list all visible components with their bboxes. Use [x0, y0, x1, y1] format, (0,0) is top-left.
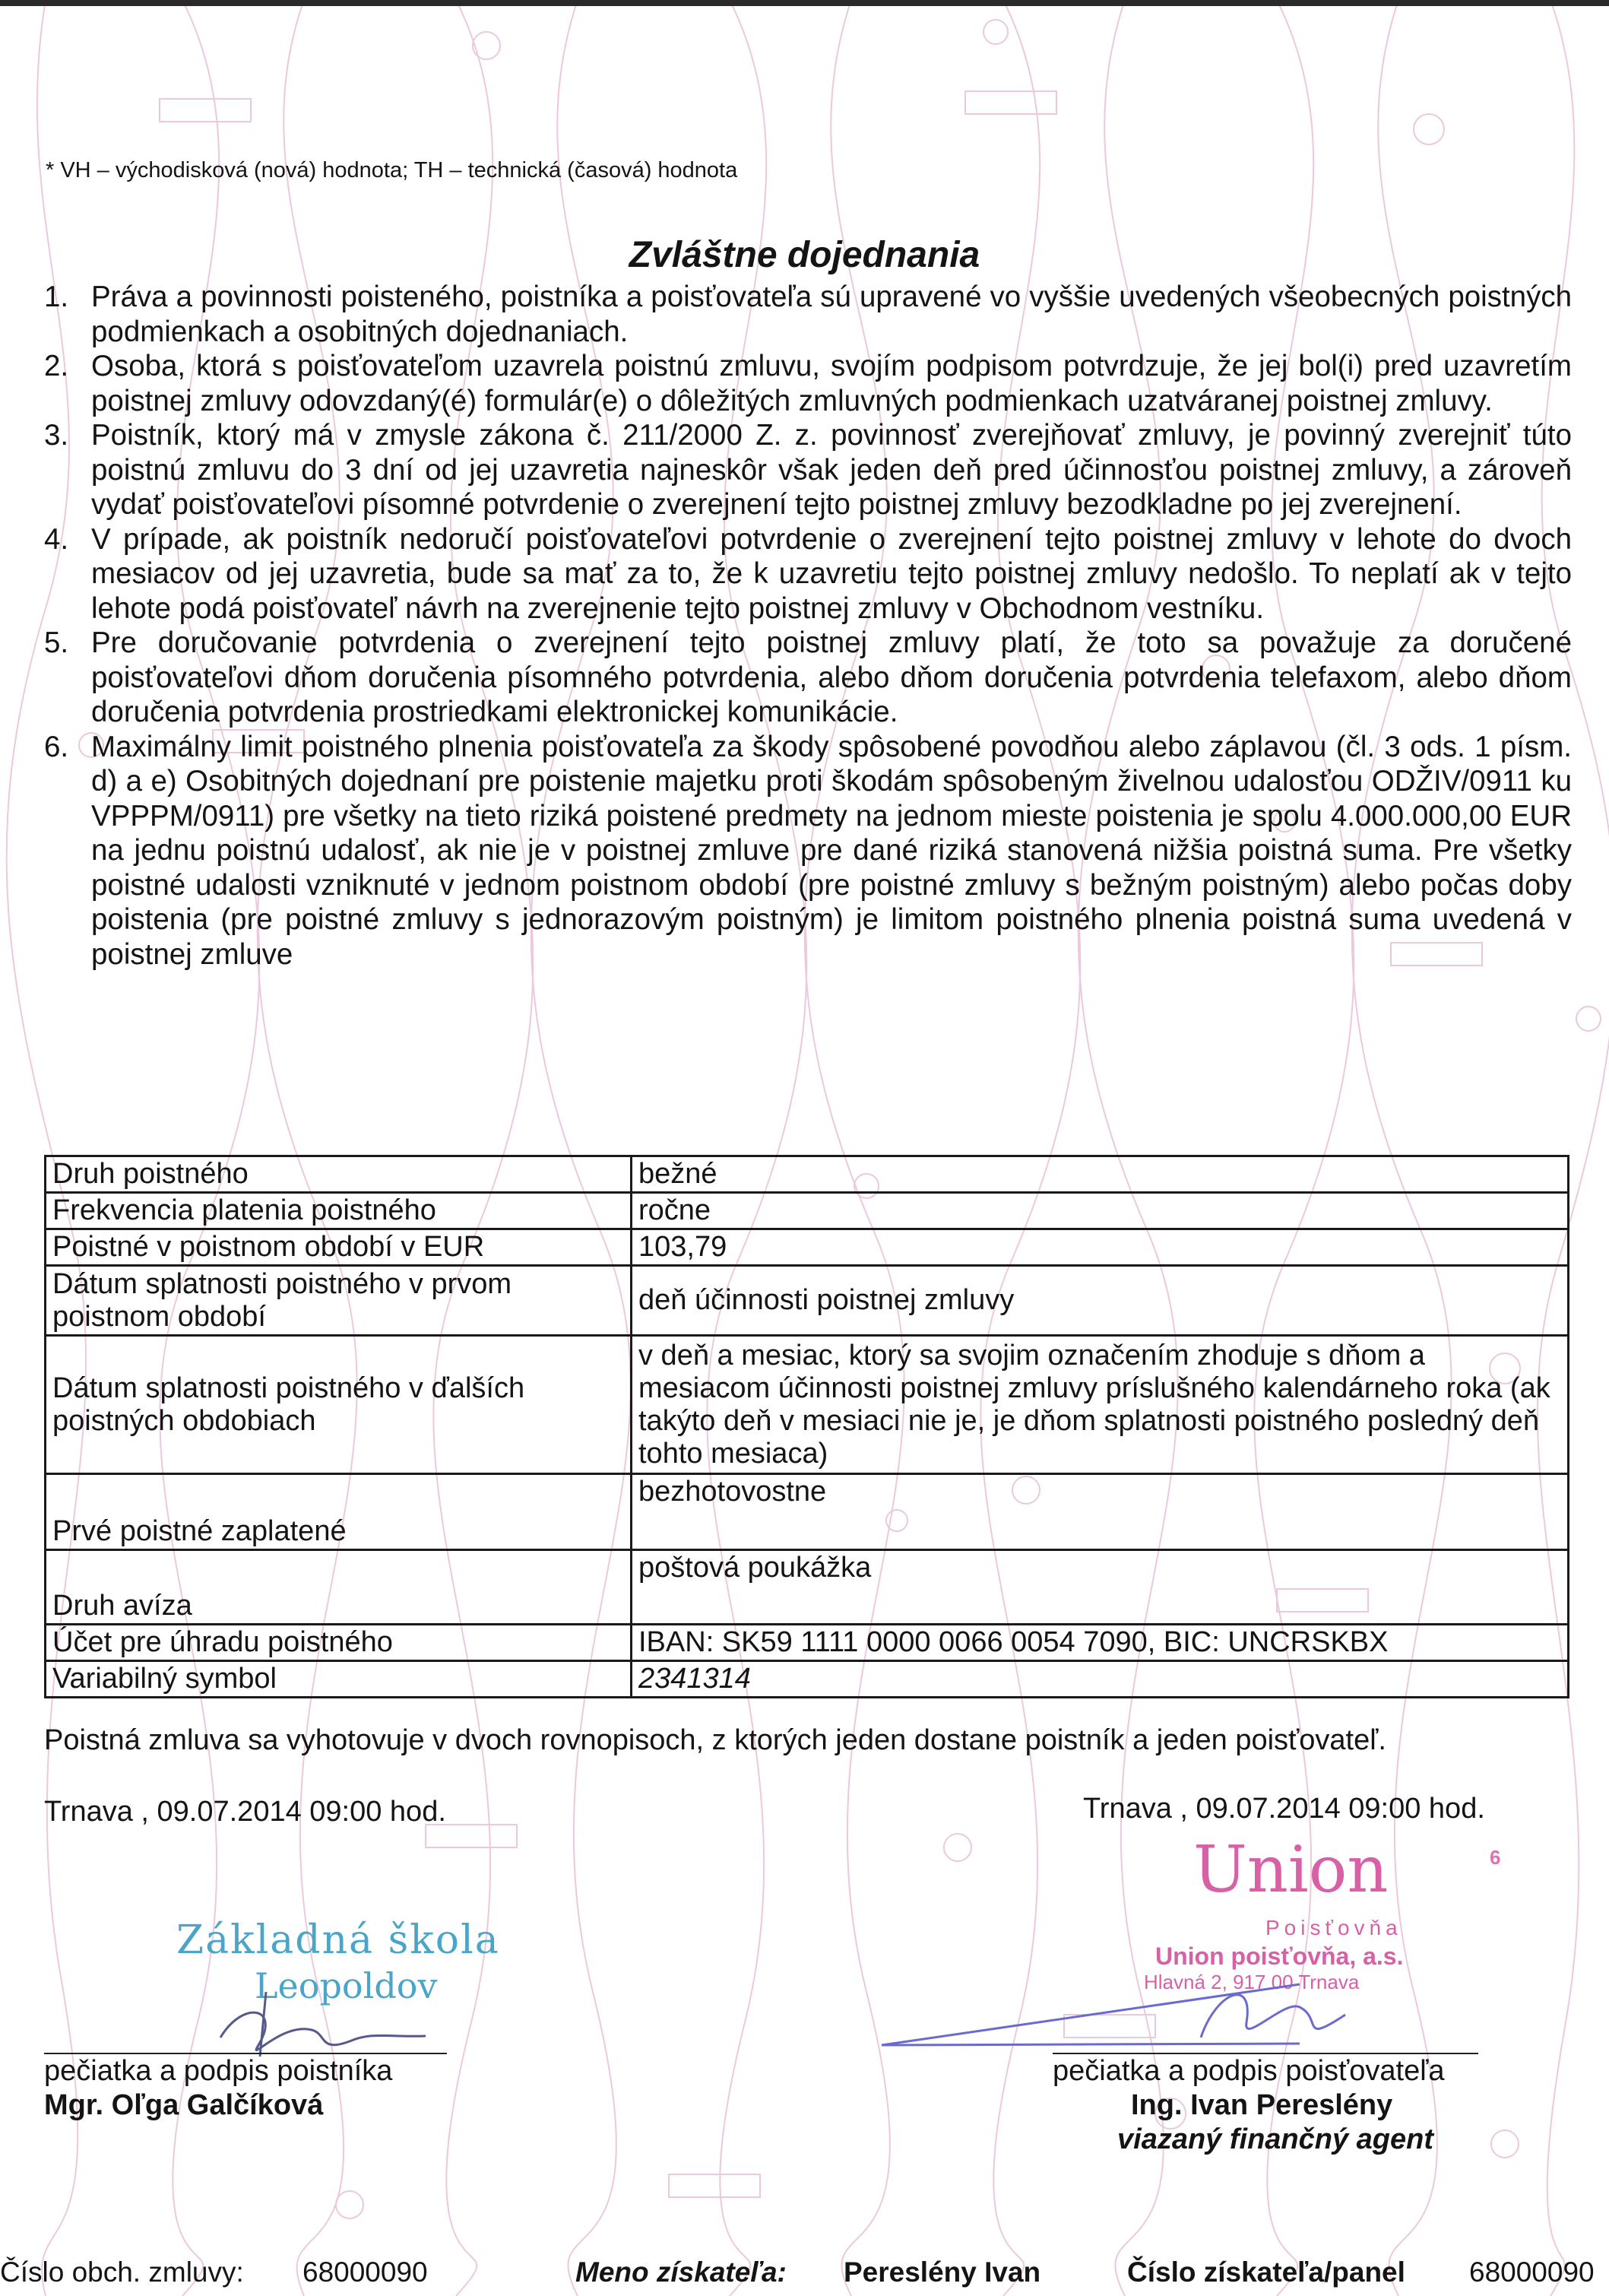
copies-note: Poistná zmluva sa vyhotovuje v dvoch rovnopisoch, z ktorých jeden dostane poistník a jeden poisťovateľ.	[44, 1724, 1386, 1756]
table-row	[46, 1229, 1569, 1266]
footer-contract-value: 68000090	[302, 2256, 428, 2288]
table-row	[46, 1193, 1569, 1229]
clause-text: Osoba, ktorá s poisťovateľom uzavrela poistnú zmluvu, svojím podpisom potvrdzuje, že jej bol(i) pred uzavretím poistnej zmluvy odovzdaný(é) formulár(e) o dôležitých zmluvných podmienkach uzatváranej poistnej zmluvy.	[91, 350, 1572, 417]
signature-caption-right: pečiatka a podpis poisťovateľa	[1053, 2055, 1445, 2087]
row-value: 2341314	[632, 1661, 1569, 1698]
row-label: Frekvencia platenia poistného	[46, 1193, 632, 1229]
row-value: poštová poukážka	[632, 1550, 1569, 1625]
clause-number: 1.	[44, 281, 69, 313]
row-value: 103,79	[632, 1229, 1569, 1266]
table-row	[46, 1336, 1569, 1474]
clause-6	[44, 730, 1572, 972]
clause-number: 4.	[44, 522, 69, 556]
place-date-left: Trnava , 09.07.2014 09:00 hod.	[44, 1796, 446, 1828]
signature-caption-left: pečiatka a podpis poistníka	[44, 2055, 393, 2087]
row-label: Prvé poistné zaplatené	[46, 1474, 632, 1550]
table-row	[46, 1266, 1569, 1336]
clause-text: Práva a povinnosti poisteného, poistníka a poisťovateľa sú upravené vo vyššie uvedených všeobecných poistných podmienkach a osobitných dojednaniach.	[91, 281, 1572, 348]
union-stamp-name: Union poisťovňa, a.s.	[1155, 1942, 1404, 1970]
clause-text: Poistník, ktorý má v zmysle zákona č. 211/2000 Z. z. povinnosť zverejňovať zmluvy, je povinný zverejniť túto poistnú zmluvu do 3 dní od jej uzavretia najneskôr však jeden deň pred účinnosťou poistnej zmluvy, a zároveň vydať poisťovateľovi písomné potvrdenie o zverejnení tejto poistnej zmluvy bezodkladne po jej zverejnení.	[91, 419, 1572, 521]
signature-line-left	[44, 2053, 447, 2054]
section-heading: Zvláštne dojednania	[629, 235, 980, 275]
footer-agent-no-value: 68000090	[1469, 2256, 1595, 2288]
row-label: Účet pre úhradu poistného	[46, 1625, 632, 1661]
union-stamp-address: Hlavná 2, 917 00 Trnava	[1144, 1971, 1360, 1993]
row-value: bezhotovostne	[632, 1474, 1569, 1550]
row-value: ročne	[632, 1193, 1569, 1229]
table-row	[46, 1156, 1569, 1193]
row-label: Druh avíza	[46, 1550, 632, 1625]
policyholder-name: Mgr. Oľga Galčíková	[44, 2089, 324, 2121]
clause-number: 3.	[44, 419, 69, 452]
premium-table	[44, 1155, 1569, 1698]
footer-contract-label: Číslo obch. zmluvy:	[0, 2256, 244, 2288]
clause-number: 5.	[44, 626, 69, 659]
clause-3	[44, 418, 1572, 522]
row-label: Dátum splatnosti poistného v prvom poistnom období	[46, 1266, 632, 1336]
school-stamp-line1: Základná škola	[176, 1917, 500, 1963]
row-label: Poistné v poistnom období v EUR	[46, 1229, 632, 1266]
clause-number: 2.	[44, 350, 69, 382]
clause-text: V prípade, ak poistník nedoručí poisťovateľovi potvrdenie o zverejnení tejto poistnej zmluvy v lehote do dvoch mesiacov od jej uzavretia, bude sa mať za to, že k uzavretiu tejto poistnej zmluvy nedošlo. To neplatí ak v tejto lehote podá poisťovateľ návrh na zverejnenie tejto poistnej zmluvy v Obchodnom vestníku.	[91, 522, 1572, 625]
footnote: * VH – východisková (nová) hodnota; TH – technická (časová) hodnota	[46, 158, 738, 182]
footer-agent-label: Meno získateľa:	[575, 2256, 787, 2288]
clause-1	[44, 280, 1572, 349]
signature-right-icon	[874, 1961, 1406, 2068]
row-value: deň účinnosti poistnej zmluvy	[632, 1266, 1569, 1336]
row-value: bežné	[632, 1156, 1569, 1193]
school-stamp-line2: Leopoldov	[255, 1965, 438, 2006]
agent-role: viazaný finančný agent	[1117, 2123, 1434, 2155]
union-stamp-sub: Poisťovňa	[1265, 1916, 1402, 1939]
clause-4	[44, 522, 1572, 626]
agent-name: Ing. Ivan Pereslény	[1131, 2089, 1393, 2121]
place-date-right: Trnava , 09.07.2014 09:00 hod.	[1083, 1793, 1485, 1825]
union-logo: Union	[1193, 1832, 1389, 1907]
table-row	[46, 1550, 1569, 1625]
stamp-number: 6	[1490, 1846, 1501, 1869]
clause-text: Pre doručovanie potvrdenia o zverejnení tejto poistnej zmluvy platí, že toto sa považuje za doručené poisťovateľovi dňom doručenia písomného potvrdenia, alebo dňom doručenia potvrdenia telefaxom, alebo dňom doručenia potvrdenia prostriedkami elektronickej komunikácie.	[91, 626, 1572, 728]
footer-agent-value: Pereslény Ivan	[844, 2256, 1041, 2288]
row-label: Druh poistného	[46, 1156, 632, 1193]
row-label: Dátum splatnosti poistného v ďalších poistných obdobiach	[46, 1336, 632, 1474]
clause-text: Maximálny limit poistného plnenia poisťovateľa za škody spôsobené povodňou alebo záplavou (čl. 3 ods. 1 písm. d) a e) Osobitných dojednaní pre poistenie majetku proti škodám spôsobeným živelnou udalosťou ODŽIV/0911 ku VPPPM/0911) pre všetky na tieto riziká poistené predmety na jednom mieste poistenia je spolu 4.000.000,00 EUR na jednu poistnú udalosť, ak nie je v poistnej zmluve pre dané riziká stanovená nižšia poistná suma. Pre všetky poistné udalosti vzniknuté v jednom poistnom období (pre poistné zmluvy s bežným poistným) alebo počas doby poistenia (pre poistné zmluvy s jednorazovým poistným) je limitom poistného plnenia poistná suma uvedená v poistnej zmluve	[91, 730, 1572, 971]
row-label: Variabilný symbol	[46, 1661, 632, 1698]
row-value: v deň a mesiac, ktorý sa svojim označením zhoduje s dňom a mesiacom účinnosti poistnej zmluvy príslušného kalendárneho roka (ak takýto deň v mesiaci nie je, je dňom splatnosti poistného posledný deň tohto mesiaca)	[632, 1336, 1569, 1474]
table-row	[46, 1661, 1569, 1698]
special-provisions-list	[44, 280, 1572, 972]
table-row	[46, 1625, 1569, 1661]
row-value: IBAN: SK59 1111 0000 0066 0054 7090, BIC: UNCRSKBX	[632, 1625, 1569, 1661]
clause-2	[44, 349, 1572, 418]
footer-agent-no-label: Číslo získateľa/panel	[1127, 2256, 1405, 2288]
table-row	[46, 1474, 1569, 1550]
clause-number: 6.	[44, 730, 69, 763]
clause-5	[44, 626, 1572, 730]
